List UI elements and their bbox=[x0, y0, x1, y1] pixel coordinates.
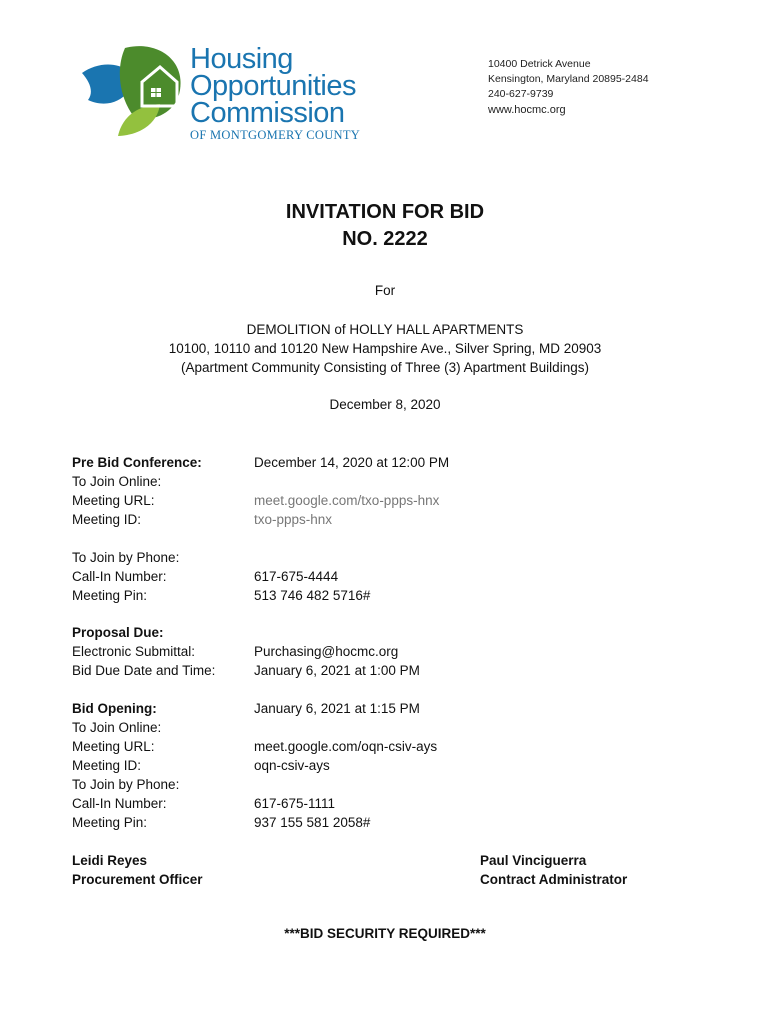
pre-bid-values bbox=[254, 453, 449, 529]
signature-right bbox=[480, 851, 627, 889]
contract-administrator-name: Paul Vinciguerra bbox=[480, 853, 587, 868]
pre-bid-heading: Pre Bid Conference: bbox=[72, 455, 202, 470]
opening-callin-label: Call-In Number: bbox=[72, 796, 167, 811]
proposal-values bbox=[254, 623, 420, 680]
project-description bbox=[0, 320, 770, 377]
pre-bid-join-online-label: To Join Online: bbox=[72, 474, 162, 489]
pre-bid-pin-label: Meeting Pin: bbox=[72, 588, 148, 603]
pre-bid-meeting-pin: 513 746 482 5716# bbox=[254, 588, 371, 603]
project-line-3: (Apartment Community Consisting of Three (3) Apartment Buildings) bbox=[181, 360, 589, 375]
opening-meeting-id: oqn-csiv-ays bbox=[254, 758, 330, 773]
proposal-due-label: Bid Due Date and Time: bbox=[72, 663, 216, 678]
procurement-officer-title: Procurement Officer bbox=[72, 872, 203, 887]
opening-meeting-pin: 937 155 581 2058# bbox=[254, 815, 371, 830]
signature-left bbox=[72, 851, 203, 889]
logo-line-opportunities: Opportunities bbox=[190, 70, 356, 102]
hoc-logo bbox=[80, 40, 380, 145]
opening-labels bbox=[72, 699, 179, 832]
pre-bid-url-label: Meeting URL: bbox=[72, 493, 155, 508]
document-title bbox=[0, 199, 770, 253]
opening-datetime: January 6, 2021 at 1:15 PM bbox=[254, 701, 420, 716]
opening-url-label: Meeting URL: bbox=[72, 739, 155, 754]
logo-subline: OF MONTGOMERY COUNTY bbox=[190, 128, 361, 142]
address-street: 10400 Detrick Avenue bbox=[488, 58, 591, 70]
opening-join-phone-label: To Join by Phone: bbox=[72, 777, 180, 792]
opening-id-label: Meeting ID: bbox=[72, 758, 142, 773]
proposal-due-datetime: January 6, 2021 at 1:00 PM bbox=[254, 663, 420, 678]
title-line-1: INVITATION FOR BID bbox=[285, 201, 485, 223]
procurement-officer-name: Leidi Reyes bbox=[72, 853, 148, 868]
leaf-house-logo-icon bbox=[80, 40, 190, 145]
proposal-submittal-label: Electronic Submittal: bbox=[72, 644, 196, 659]
logo-wordmark bbox=[190, 43, 356, 129]
opening-heading: Bid Opening: bbox=[72, 701, 157, 716]
contract-administrator-title: Contract Administrator bbox=[480, 872, 628, 887]
pre-bid-datetime: December 14, 2020 at 12:00 PM bbox=[254, 455, 450, 470]
pre-bid-phone-values bbox=[254, 548, 370, 605]
opening-callin-number: 617-675-1111 bbox=[254, 796, 336, 811]
address-block bbox=[488, 57, 649, 118]
for-label: For bbox=[374, 283, 396, 298]
logo-line-housing: Housing bbox=[190, 43, 293, 75]
project-line-2: 10100, 10110 and 10120 New Hampshire Ave., Silver Spring, MD 20903 bbox=[168, 341, 602, 356]
opening-meeting-url-link[interactable]: meet.google.com/oqn-csiv-ays bbox=[254, 739, 438, 754]
opening-join-online-label: To Join Online: bbox=[72, 720, 162, 735]
bid-security-notice: ***BID SECURITY REQUIRED*** bbox=[284, 926, 486, 941]
opening-values bbox=[254, 699, 437, 832]
pre-bid-callin-number: 617-675-4444 bbox=[254, 569, 339, 584]
pre-bid-meeting-id: txo-ppps-hnx bbox=[254, 512, 333, 527]
project-line-1: DEMOLITION of HOLLY HALL APARTMENTS bbox=[246, 322, 524, 337]
pre-bid-labels bbox=[72, 453, 202, 529]
address-city: Kensington, Maryland 20895-2484 bbox=[488, 73, 649, 85]
opening-pin-label: Meeting Pin: bbox=[72, 815, 148, 830]
title-line-2: NO. 2222 bbox=[342, 228, 428, 250]
proposal-email-link[interactable]: Purchasing@hocmc.org bbox=[254, 644, 399, 659]
pre-bid-meeting-url-link[interactable]: meet.google.com/txo-ppps-hnx bbox=[254, 493, 440, 508]
address-website-link[interactable]: www.hocmc.org bbox=[488, 104, 566, 116]
pre-bid-join-phone-label: To Join by Phone: bbox=[72, 550, 180, 565]
pre-bid-id-label: Meeting ID: bbox=[72, 512, 142, 527]
address-phone: 240-627-9739 bbox=[488, 88, 554, 100]
pre-bid-callin-label: Call-In Number: bbox=[72, 569, 167, 584]
proposal-labels bbox=[72, 623, 215, 680]
proposal-heading: Proposal Due: bbox=[72, 625, 164, 640]
issue-date: December 8, 2020 bbox=[329, 397, 441, 412]
logo-line-commission: Commission bbox=[190, 97, 345, 129]
pre-bid-phone-labels bbox=[72, 548, 179, 605]
